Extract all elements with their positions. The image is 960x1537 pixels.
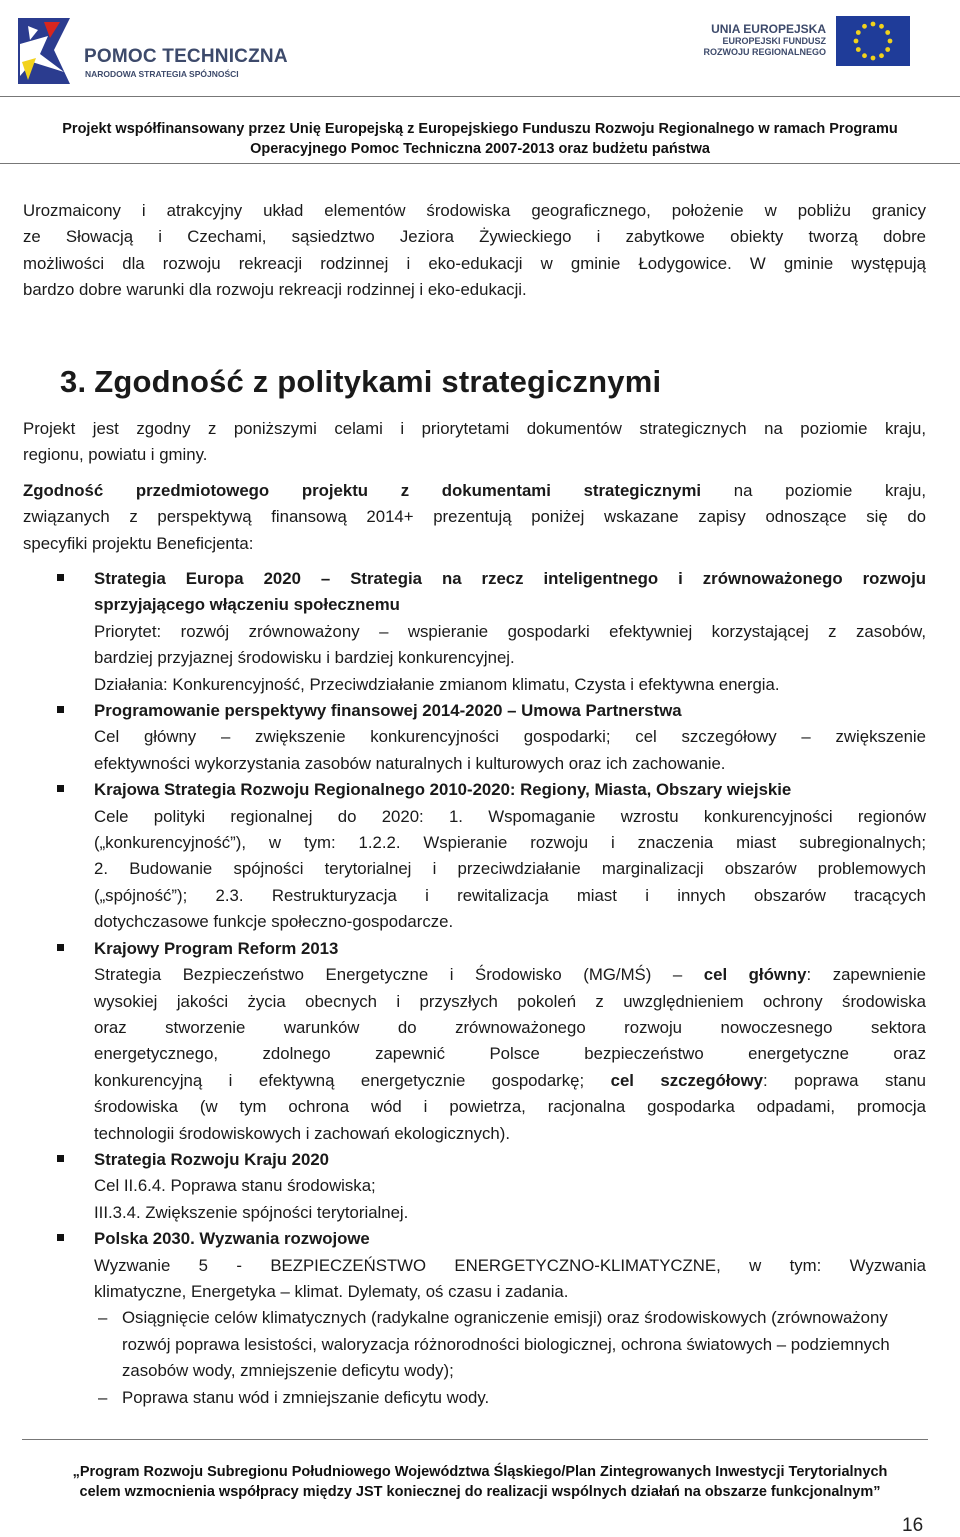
item-line: środowiska (w tym ochrona wód i powietrza, racjonalna gospodarka odpadami, promocja: [94, 1097, 926, 1117]
dash-bullet-icon: –: [98, 1308, 108, 1328]
sub-item-line: Osiągnięcie celów klimatycznych (radykalne ograniczenie emisji) oraz środowiskowych: [122, 1308, 767, 1328]
paragraph-line: regionu, powiatu i gminy.: [23, 445, 208, 465]
list-item: [23, 936, 926, 1147]
footer-line2: celem wzmocnienia współpracy między JST koniecznej do realizacji wspólnych działań na obszarze funkcjonalnym”: [79, 1484, 881, 1500]
bullet-square-icon: [57, 785, 64, 792]
item-text: : zapewnienie: [806, 965, 926, 985]
item-title: Krajowy Program Reform 2013: [94, 938, 339, 958]
strategy-list: [23, 566, 926, 1411]
bullet-square-icon: [57, 1234, 64, 1241]
dash-bullet-icon: –: [98, 1387, 108, 1407]
item-line: bardziej przyjaznej środowisku i bardziej konkurencyjnej.: [94, 648, 515, 668]
list-item: [23, 777, 926, 935]
item-line: Cele polityki regionalnej do 2020: 1. Wspomaganie wzrostu konkurencyjności regionów: [94, 806, 926, 826]
footer-rule: [22, 1439, 928, 1440]
list-item: [23, 698, 926, 777]
item-line: technologii środowiskowych i zachowań ekologicznych).: [94, 1123, 511, 1143]
sub-item-line: ochrona światowych – podziemnych zasobów wody, zmniejszenie deficytu wody);: [122, 1334, 890, 1381]
eu-flag-icon: [836, 16, 910, 66]
bullet-square-icon: [57, 706, 64, 713]
bullet-square-icon: [57, 574, 64, 581]
logo-title: POMOC TECHNICZNA: [84, 46, 288, 67]
item-line: III.3.4. Zwiększenie spójności terytorialnej.: [94, 1202, 409, 1222]
bullet-square-icon: [57, 944, 64, 951]
intro-paragraph: [23, 198, 926, 304]
section-title: Zgodność z politykami strategicznymi: [94, 364, 662, 399]
item-line: efektywności wykorzystania zasobów naturalnych i kulturowych oraz ich zachowanie.: [94, 753, 726, 773]
pomoc-techniczna-logo: [14, 12, 288, 88]
item-line: Cel II.6.4. Poprawa stanu środowiska;: [94, 1176, 376, 1196]
item-bold-text: cel szczegółowy: [610, 1070, 763, 1090]
item-text: : poprawa stanu: [763, 1070, 926, 1090]
item-title: Programowanie perspektywy finansowej 2014-2020 – Umowa Partnerstwa: [94, 701, 682, 721]
project-note-line2: Operacyjnego Pomoc Techniczna 2007-2013 oraz budżetu państwa: [250, 141, 710, 157]
header-rule: [0, 96, 960, 97]
section-number: 3.: [60, 364, 87, 399]
paragraph-line: specyfiki projektu Beneficjenta:: [23, 533, 254, 553]
item-line: wysokiej jakości życia obecnych i przyszłych pokoleń z uwzględnieniem ochrony środowiska: [94, 991, 926, 1011]
intro-line: Urozmaicony i atrakcyjny układ elementów środowiska geograficznego, położenie w pobliżu granicy: [23, 201, 926, 220]
page-header: [0, 0, 960, 96]
footer-program-note: [20, 1462, 940, 1502]
project-note-line1: Projekt współfinansowany przez Unię Europejską z Europejskiego Funduszu Rozwoju Regionalnego w ramach Programu: [62, 121, 898, 137]
intro-line: bardzo dobre warunki dla rozwoju rekreacji rodzinnej i eko-edukacji.: [23, 280, 527, 300]
item-line: Działania: Konkurencyjność, Przeciwdziałanie zmianom klimatu, Czysta i efektywna energia.: [94, 674, 780, 694]
bullet-square-icon: [57, 1155, 64, 1162]
item-title: Krajowa Strategia Rozwoju Regionalnego 2010-2020: Regiony, Miasta, Obszary wiejskie: [94, 780, 792, 800]
item-title: Polska 2030. Wyzwania rozwojowe: [94, 1229, 370, 1249]
item-line: Wyzwanie 5 - BEZPIECZEŃSTWO ENERGETYCZNO-KLIMATYCZNE, w tym: Wyzwania: [94, 1255, 926, 1275]
paragraph-line-rest: na poziomie kraju,: [701, 481, 926, 500]
item-line: Cel główny – zwiększenie konkurencyjności gospodarki; cel szczegółowy – zwiększenie: [94, 727, 926, 747]
paragraph-line: związanych z perspektywą finansową 2014+ prezentują poniżej wskazane zapisy odnoszące się do: [23, 507, 926, 527]
intro-line: możliwości dla rozwoju rekreacji rodzinnej i eko-edukacji w gminie Łodygowice. W gminie występują: [23, 253, 926, 273]
eu-line3: ROZWOJU REGIONALNEGO: [703, 47, 826, 57]
item-title: sprzyjającego włączeniu społecznemu: [94, 595, 400, 615]
project-cofinancing-note: [20, 119, 940, 159]
header-text-rule: [0, 163, 960, 164]
item-text: konkurencyjną i efektywną energetycznie gospodarkę;: [94, 1070, 611, 1090]
item-line: energetycznego, zdolnego zapewnić Polsce bezpieczeństwo energetyczne oraz: [94, 1044, 926, 1064]
intro-line: ze Słowacją i Czechami, sąsiedztwo Jeziora Żywieckiego i zabytkowe obiekty tworzą dobre: [23, 227, 926, 247]
paragraph-bold-lead: Zgodność przedmiotowego projektu z dokumentami strategicznymi: [23, 481, 702, 500]
sub-item-line: (zrównoważony rozwój poprawa lesistości, waloryzacja różnorodności biologicznej,: [122, 1308, 888, 1354]
list-item: [23, 566, 926, 698]
list-item: [23, 1226, 926, 1305]
list-item: [23, 1147, 926, 1226]
eu-line1: UNIA EUROPEJSKA: [711, 22, 826, 36]
sub-item-line: Poprawa stanu wód i zmniejszanie deficytu wody.: [122, 1387, 490, 1407]
item-line: dotychczasowe funkcje społeczno-gospodarcze.: [94, 912, 454, 932]
sub-list-item: [23, 1385, 926, 1411]
page-number: 16: [902, 1515, 924, 1536]
paragraph-line: Projekt jest zgodny z poniższymi celami i priorytetami dokumentów strategicznych na poziomie kraju,: [23, 419, 926, 438]
item-line: 2. Budowanie spójności terytorialnej i przeciwdziałanie marginalizacji obszarów problemowych: [94, 859, 926, 879]
section-paragraph-1: [23, 416, 926, 469]
pomoc-techniczna-emblem-icon: [14, 14, 74, 88]
section-heading: [60, 364, 661, 400]
item-title: Strategia Europa 2020 – Strategia na rzecz inteligentnego i zrównoważonego rozwoju: [94, 569, 926, 588]
item-line: oraz stworzenie warunków do zrównoważonego rozwoju nowoczesnego sektora: [94, 1017, 926, 1037]
item-line: („spójność”); 2.3. Restrukturyzacja i rewitalizacja miast i innych obszarów tracących: [94, 885, 926, 905]
item-bold-text: cel główny: [703, 965, 807, 985]
item-line: klimatyczne, Energetyka – klimat. Dylematy, oś czasu i zadania.: [94, 1281, 569, 1301]
eu-line2: EUROPEJSKI FUNDUSZ: [722, 36, 826, 46]
logo-subtitle: NARODOWA STRATEGIA SPÓJNOŚCI: [85, 69, 239, 79]
sub-list-item: [23, 1305, 926, 1384]
section-paragraph-2: [23, 478, 926, 557]
item-title: Strategia Rozwoju Kraju 2020: [94, 1149, 330, 1169]
footer-line1: „Program Rozwoju Subregionu Południowego Województwa Śląskiego/Plan Zintegrowanych Inwestycji Terytorialnych: [72, 1464, 888, 1480]
item-line: („konkurencyjność”), w tym: 1.2.2. Wspieranie rozwoju i znaczenia miast subregionalnych;: [94, 833, 926, 853]
item-line: Priorytet: rozwój zrównoważony – wspieranie gospodarki efektywniej korzystającej z zasobów,: [94, 621, 926, 641]
item-text: Strategia Bezpieczeństwo Energetyczne i Środowisko (MG/MŚ) –: [94, 965, 704, 985]
eu-logo: [688, 14, 914, 74]
